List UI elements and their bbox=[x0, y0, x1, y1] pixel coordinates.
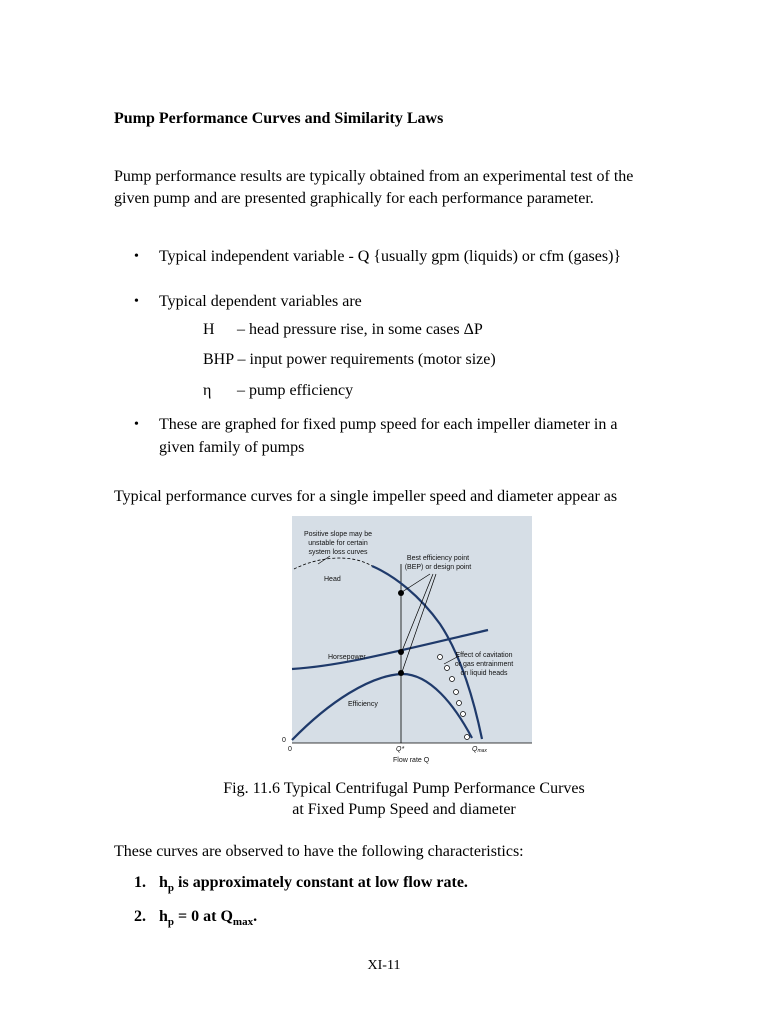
characteristics-intro: These curves are observed to have the following characteristics: bbox=[114, 843, 524, 860]
bullet-text: Typical dependent variables are bbox=[159, 293, 362, 310]
axis-zero-y: 0 bbox=[282, 737, 286, 744]
bep-power-point bbox=[398, 649, 404, 655]
intro-paragraph-line-1: Pump performance results are typically obtained from an experimental test of the bbox=[114, 168, 634, 185]
figure-intro: Typical performance curves for a single impeller speed and diameter appear as bbox=[114, 488, 618, 505]
item-subscript: p bbox=[167, 882, 175, 895]
cavitation-point bbox=[461, 712, 466, 717]
bullet-icon: • bbox=[134, 417, 139, 432]
label-horsepower: Horsepower bbox=[328, 654, 366, 661]
pump-curves-diagram bbox=[280, 516, 532, 766]
item-number: 1. bbox=[134, 874, 146, 891]
axis-x-label: Flow rate Q bbox=[393, 757, 430, 764]
item-var: h bbox=[159, 908, 168, 925]
bullet-text: Typical independent variable - Q {usually gpm (liquids) or cfm (gases)} bbox=[159, 248, 622, 265]
page-number: XI-11 bbox=[367, 958, 401, 973]
definition-symbol: η bbox=[203, 382, 212, 399]
definition-text: – head pressure rise, in some cases ΔP bbox=[237, 321, 483, 338]
label-slope-line-2: unstable for certain bbox=[308, 540, 368, 547]
definition-text: – pump efficiency bbox=[237, 382, 354, 399]
bullet-icon: • bbox=[134, 249, 139, 264]
label-cavitation-line-1: Effect of cavitation bbox=[455, 652, 513, 659]
intro-paragraph-line-2: given pump and are presented graphically for each performance parameter. bbox=[114, 190, 594, 207]
definition-text: – input power requirements (motor size) bbox=[237, 351, 496, 368]
axis-zero-x: 0 bbox=[288, 746, 292, 753]
axis-qstar-label: Q* bbox=[396, 746, 405, 753]
item-var: h bbox=[159, 874, 168, 891]
figure-caption-line-2: at Fixed Pump Speed and diameter bbox=[292, 801, 516, 818]
bullet-text-line-1: These are graphed for fixed pump speed for each impeller diameter in a bbox=[159, 416, 618, 433]
characteristic-item-2 bbox=[134, 908, 257, 928]
item-number: 2. bbox=[134, 908, 146, 925]
label-bep-line-1: Best efficiency point bbox=[406, 555, 470, 562]
label-cavitation-line-3: on liquid heads bbox=[460, 670, 508, 677]
cavitation-point bbox=[438, 655, 443, 660]
pump-performance-figure bbox=[280, 516, 532, 766]
page-title: Pump Performance Curves and Similarity Laws bbox=[114, 110, 444, 127]
definition-symbol: BHP bbox=[203, 351, 234, 368]
label-slope-line-3: system loss curves bbox=[308, 549, 368, 556]
item-text-end: . bbox=[253, 908, 258, 925]
cavitation-point bbox=[454, 690, 459, 695]
bep-efficiency-point bbox=[398, 670, 404, 676]
cavitation-point bbox=[450, 677, 455, 682]
label-bep-line-2: (BEP) or design point bbox=[404, 564, 472, 571]
cavitation-point bbox=[445, 666, 450, 671]
item-text: = 0 at Q bbox=[174, 908, 233, 925]
characteristic-item-1 bbox=[134, 874, 468, 894]
definition-head bbox=[203, 321, 483, 339]
bullet-text-line-2: given family of pumps bbox=[159, 439, 305, 456]
definition-symbol: H bbox=[203, 321, 215, 338]
label-head: Head bbox=[324, 576, 341, 583]
label-cavitation-line-2: or gas entrainment bbox=[454, 661, 514, 668]
label-efficiency: Efficiency bbox=[348, 701, 378, 708]
definition-bhp bbox=[203, 351, 496, 369]
cavitation-point bbox=[457, 701, 462, 706]
item-subscript-max: max bbox=[232, 916, 254, 929]
item-subscript: p bbox=[167, 916, 175, 929]
label-slope-line-1: Positive slope may be bbox=[303, 531, 373, 538]
bullet-icon: • bbox=[134, 294, 139, 309]
axis-qmax-label: Qmax bbox=[472, 746, 487, 754]
definition-efficiency bbox=[203, 382, 353, 400]
item-text: is approximately constant at low flow rate. bbox=[174, 874, 468, 891]
cavitation-point bbox=[465, 735, 470, 740]
figure-caption-line-1: Fig. 11.6 Typical Centrifugal Pump Performance Curves bbox=[223, 780, 585, 797]
